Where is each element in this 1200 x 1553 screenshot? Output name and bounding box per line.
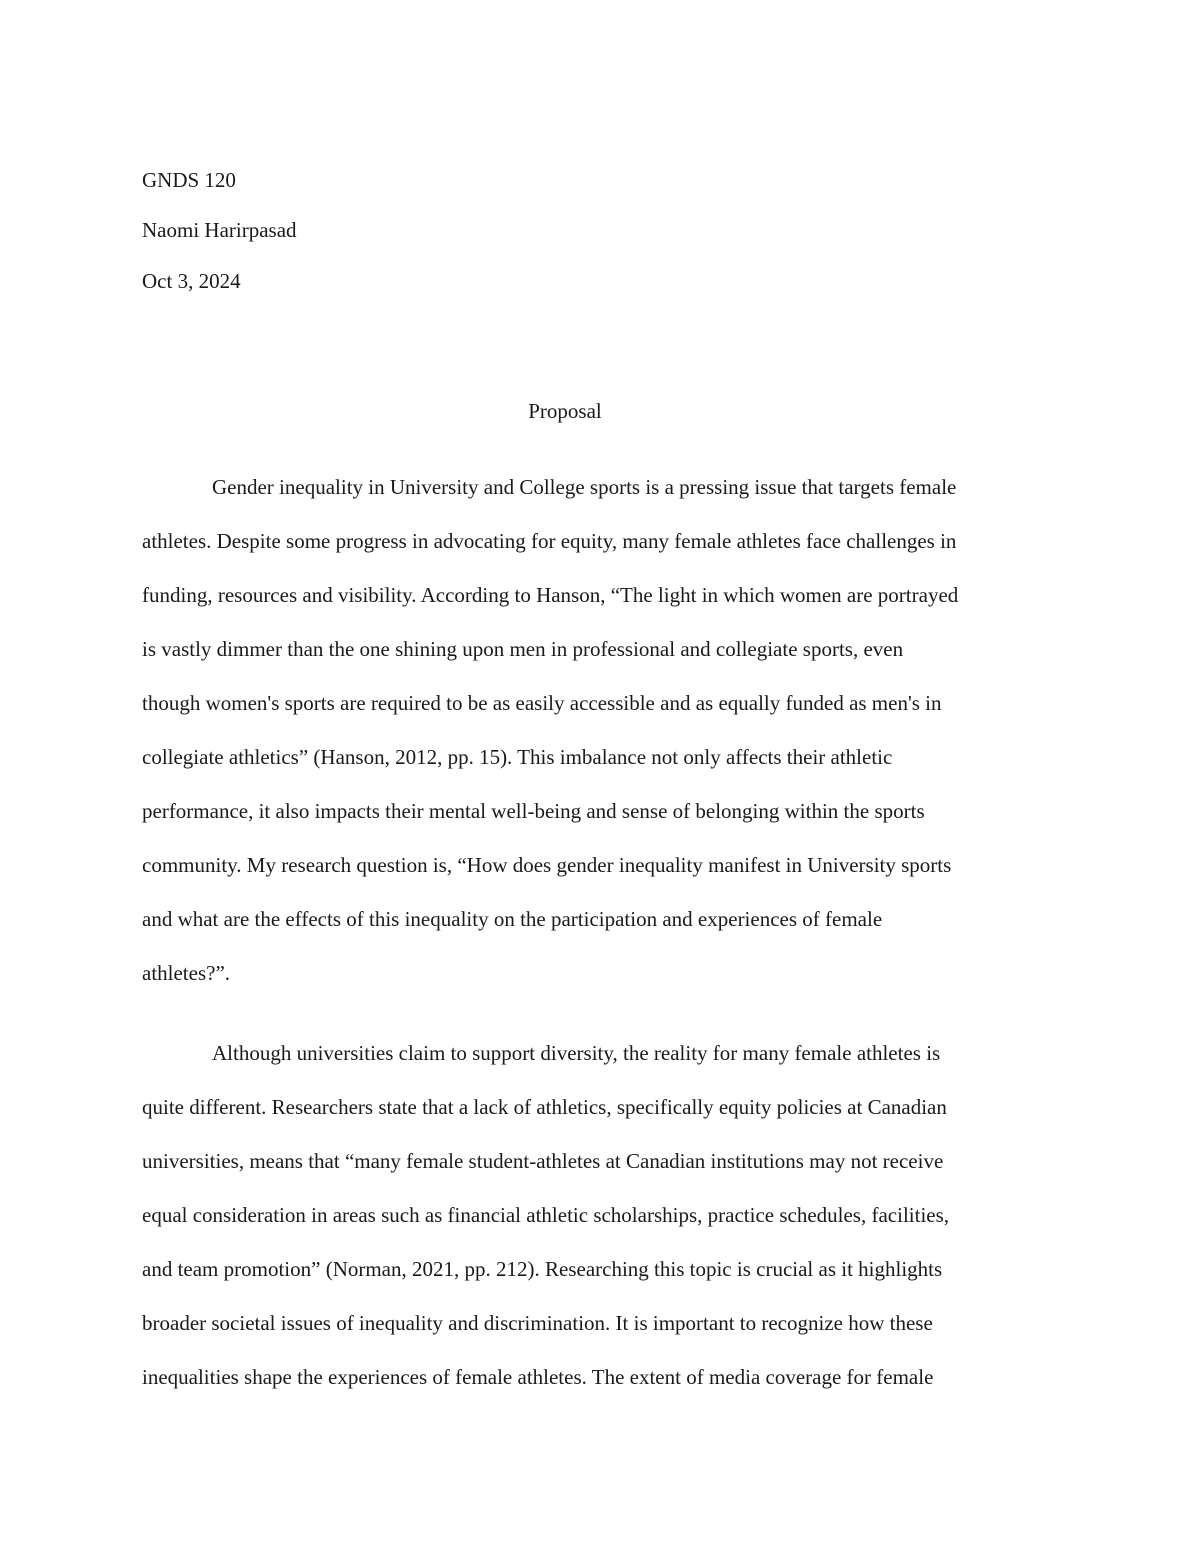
paragraph-1 [142,460,958,1000]
paragraph-line: and team promotion” (Norman, 2021, pp. 212). Researching this topic is crucial as it highlights [142,1257,943,1281]
paragraph-line: equal consideration in areas such as financial athletic scholarships, practice schedules, facilities, [142,1203,950,1227]
paragraph-line: and what are the effects of this inequality on the participation and experiences of female [142,907,883,931]
paragraph-line: inequalities shape the experiences of female athletes. The extent of media coverage for female [142,1365,934,1389]
paragraph-line: though women's sports are required to be as easily accessible and as equally funded as men's in [142,691,942,715]
document-title: Proposal [528,399,602,423]
course-code: GNDS 120 [142,168,236,192]
author-name: Naomi Harirpasad [142,218,297,242]
paragraph-line: Although universities claim to support diversity, the reality for many female athletes is [212,1041,941,1065]
paragraph-line: universities, means that “many female student-athletes at Canadian institutions may not receive [142,1149,944,1173]
document-date: Oct 3, 2024 [142,269,241,293]
paragraph-line: athletes?”. [142,961,231,985]
paragraph-2 [142,1026,949,1404]
paragraph-line: athletes. Despite some progress in advocating for equity, many female athletes face challenges in [142,529,957,553]
paragraph-line: community. My research question is, “How does gender inequality manifest in University sports [142,853,952,877]
paragraph-line: is vastly dimmer than the one shining upon men in professional and collegiate sports, even [142,637,904,661]
paragraph-line: broader societal issues of inequality and discrimination. It is important to recognize how these [142,1311,933,1335]
paragraph-line: Gender inequality in University and College sports is a pressing issue that targets female [212,475,957,499]
paragraph-line: collegiate athletics” (Hanson, 2012, pp. 15). This imbalance not only affects their athletic [142,745,893,769]
paragraph-line: quite different. Researchers state that a lack of athletics, specifically equity policies at Canadian [142,1095,947,1119]
paragraph-line: funding, resources and visibility. According to Hanson, “The light in which women are portrayed [142,583,959,607]
paragraph-line: performance, it also impacts their mental well-being and sense of belonging within the sports [142,799,925,823]
